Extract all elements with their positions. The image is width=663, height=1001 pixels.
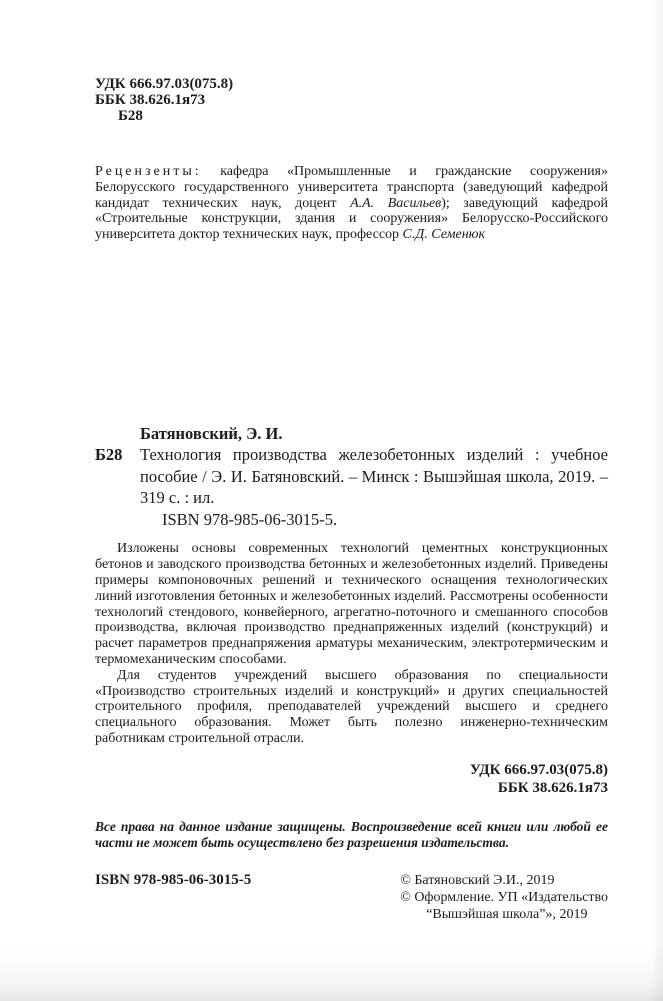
isbn-catalog: ISBN 978-985-06-3015-5. (162, 509, 338, 529)
reviewers-text-2: ); заведующий кафедрой «Строительные конструкции, здания и сооружения» Белорусско-Российского университета доктор технических наук, профессор (95, 195, 608, 243)
udk-code-bottom: УДК 666.97.03(075.8) (469, 761, 608, 778)
udk-code-top: УДК 666.97.03(075.8) (95, 76, 234, 92)
reviewers-text-1: кафедра «Промышленные и гражданские сооружения» Белорусского государственного университета транспорта (заведующий кафедрой кандидат технических наук, доцент (95, 164, 608, 211)
annotation-paragraph-2: Для студентов учреждений высшего образования по специальности «Производство строительных изделий и конструкций» и других специальностей строительного профиля, преподавателей учреждений высшего и среднего специального образования. Может быть полезно инженерно-техническим работникам строительной отрасли. (95, 667, 608, 747)
copyright-line-1: © Батяновский Э.И., 2019 (400, 872, 555, 888)
bbk-code-bottom: ББК 38.626.1я73 (497, 779, 608, 796)
catalog-author: Батяновский, Э. И. (140, 423, 283, 443)
copyright-line-3: “Вышэйшая школа”», 2019 (426, 906, 588, 922)
copyright-block (400, 872, 608, 923)
reviewer-name-2: С.Д. Семенюк (402, 227, 486, 243)
catalog-description: Технология производства железобетонных изделий : учебное пособие / Э. И. Батяновский. – Минск : Вышэйшая школа, 2019. – 319 с. : ил. (140, 445, 608, 508)
author-sign-code-top: Б28 (118, 108, 143, 124)
catalog-entry (95, 423, 608, 531)
reviewers-label: Рецензенты: (95, 164, 202, 179)
imprint-footer (95, 872, 608, 923)
bbk-code-top: ББК 38.626.1я73 (95, 92, 206, 108)
copyright-line-2: © Оформление. УП «Издательство (400, 889, 608, 905)
reviewer-name-1: А.А. Васильев (350, 195, 442, 211)
rights-notice: Все права на данное издание защищены. Воспроизведение всей книги или любой ее части не может быть осуществлено без разрешения издательства. (95, 818, 608, 851)
page-bottom-shadow (0, 946, 663, 1001)
annotation-block (95, 541, 608, 746)
reviewers-paragraph (95, 164, 608, 243)
classification-codes-bottom (95, 761, 608, 797)
classification-codes-top (95, 76, 608, 124)
annotation-paragraph-1: Изложены основы современных технологий цементных конструкционных бетонов и заводского производства бетонных и железобетонных изделий. Приведены примеры компоновочных решений и технического оснащения технологических линий изготовления бетонных и железобетонных изделий. Рассмотрены особенности технологий стендового, конвейерного, агрегатно-поточного и смешанного способов производства, включая производство преднапряженных изделий (конструкций) и расчет параметров преднапряжения арматуры механическим, электротермическим и термомеханическим способами. (95, 541, 608, 668)
isbn-footer: ISBN 978-985-06-3015-5 (95, 871, 252, 888)
page-right-shadow (651, 0, 663, 1001)
author-sign-code: Б28 (95, 445, 123, 465)
